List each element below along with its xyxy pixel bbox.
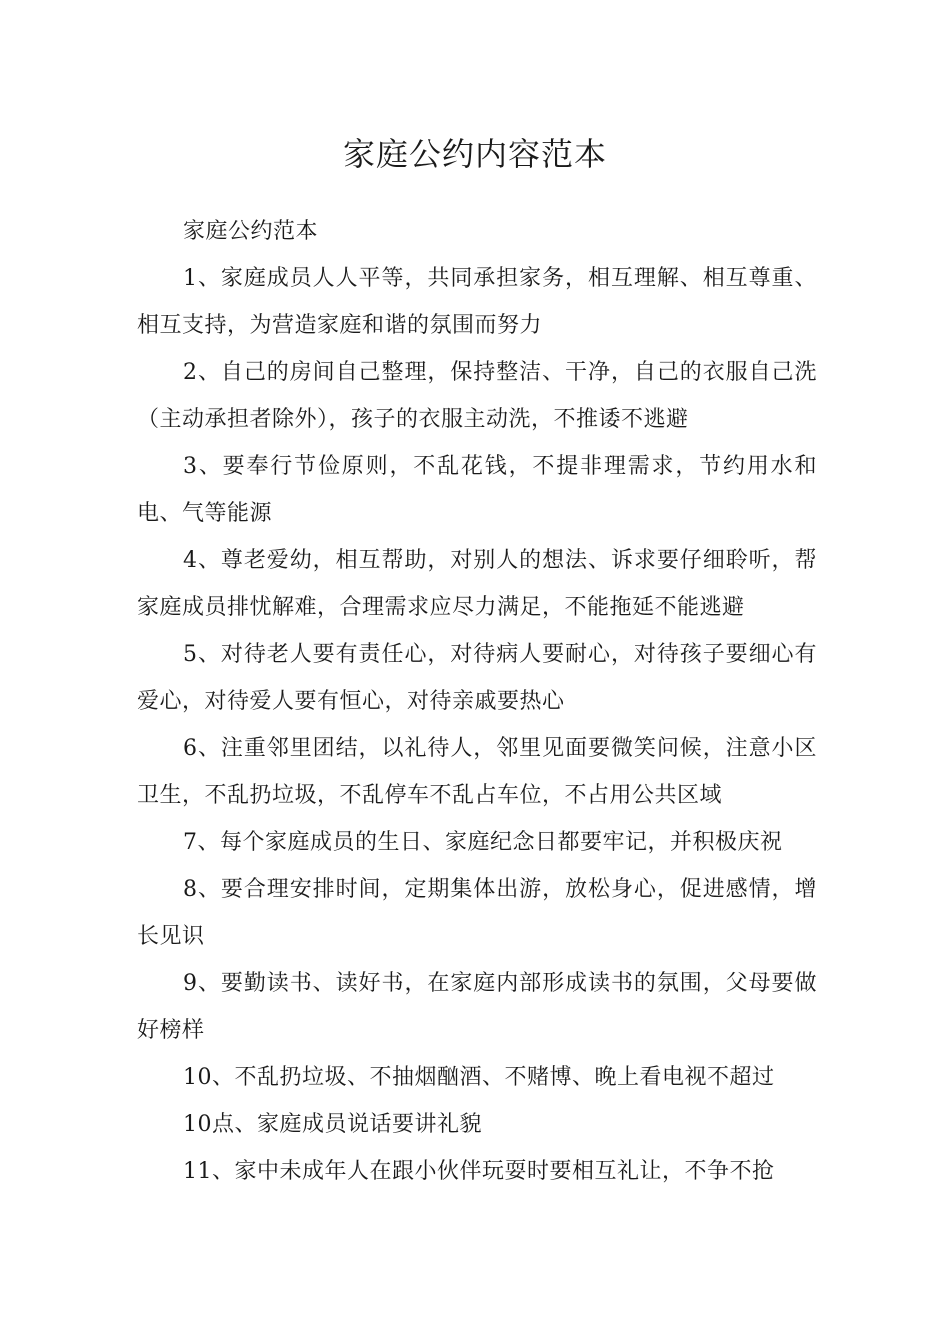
paragraph-rule-6: 6、注重邻里团结，以礼待人，邻里见面要微笑问候，注意小区卫生，不乱扔垃圾，不乱停车不乱占车位，不占用公共区域 [137, 736, 817, 808]
paragraph-rule-4: 4、尊老爱幼，相互帮助，对别人的想法、诉求要仔细聆听，帮家庭成员排忧解难，合理需求应尽力满足，不能拖延不能逃避 [137, 548, 817, 620]
paragraph-heading: 家庭公约范本 [183, 219, 319, 244]
document-body [137, 208, 817, 1195]
paragraph-rule-5: 5、对待老人要有责任心，对待病人要耐心，对待孩子要细心有爱心，对待爱人要有恒心，对待亲戚要热心 [137, 642, 817, 714]
paragraph-rule-8: 8、要合理安排时间，定期集体出游，放松身心，促进感情，增长见识 [137, 877, 817, 949]
document-title: 家庭公约内容范本 [342, 135, 607, 173]
paragraph-rule-9: 9、要勤读书、读好书，在家庭内部形成读书的氛围，父母要做好榜样 [137, 971, 817, 1043]
paragraph-rule-7: 7、每个家庭成员的生日、家庭纪念日都要牢记，并积极庆祝 [183, 830, 783, 855]
paragraph-rule-10: 10、不乱扔垃圾、不抽烟酗酒、不赌博、晚上看电视不超过 [183, 1065, 775, 1090]
paragraph-rule-11: 11、家中未成年人在跟小伙伴玩耍时要相互礼让，不争不抢 [183, 1159, 775, 1184]
paragraph-rule-1: 1、家庭成员人人平等，共同承担家务，相互理解、相互尊重、相互支持，为营造家庭和谐的氛围而努力 [137, 266, 817, 338]
paragraph-rule-2: 2、自己的房间自己整理，保持整洁、干净，自己的衣服自己洗（主动承担者除外），孩子的衣服主动洗，不推诿不逃避 [137, 360, 817, 432]
paragraph-rule-10-continued: 10点、家庭成员说话要讲礼貌 [183, 1112, 482, 1137]
paragraph-rule-3: 3、要奉行节俭原则，不乱花钱，不提非理需求，节约用水和电、气等能源 [137, 454, 817, 526]
